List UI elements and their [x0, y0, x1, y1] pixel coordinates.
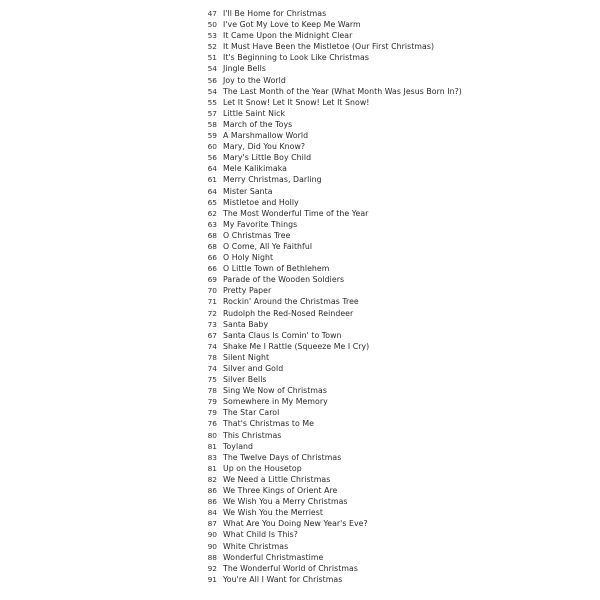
- toc-page-number: 67: [207, 330, 217, 340]
- toc-page-number: 54: [207, 86, 217, 96]
- toc-entry: [190, 407, 520, 418]
- toc-song-title: Wonderful Christmastime: [223, 552, 324, 562]
- toc-page-number: 81: [207, 441, 217, 451]
- toc-song-title: The Most Wonderful Time of the Year: [223, 208, 369, 218]
- toc-entry: [190, 552, 520, 563]
- toc-song-title: The Twelve Days of Christmas: [223, 452, 342, 462]
- toc-song-title: Somewhere in My Memory: [223, 397, 328, 407]
- toc-page-number: 74: [207, 364, 217, 373]
- toc-song-title: Jingle Bells: [223, 64, 266, 74]
- toc-page-number: 62: [207, 208, 217, 218]
- toc-page-number: 76: [207, 419, 217, 429]
- toc-song-title: We Wish You the Merriest: [223, 508, 323, 518]
- toc-entry: [190, 452, 520, 463]
- toc-song-title: What Are You Doing New Year's Eve?: [223, 519, 368, 529]
- toc-song-title: Mister Santa: [223, 186, 273, 196]
- toc-entry: [190, 63, 520, 74]
- toc-song-title: Silver Bells: [223, 375, 267, 385]
- toc-entry: [190, 163, 520, 174]
- toc-page-number: 87: [207, 519, 217, 529]
- toc-page-number: 70: [207, 286, 217, 296]
- toc-page-number: 92: [207, 563, 217, 573]
- toc-entry: [190, 330, 520, 341]
- toc-song-title: You're All I Want for Christmas: [223, 574, 343, 584]
- toc-entry: [190, 86, 520, 97]
- toc-page-number: 58: [207, 119, 217, 129]
- toc-page-number: 56: [207, 153, 217, 163]
- toc-song-title: Santa Baby: [223, 319, 269, 329]
- toc-page-number: 74: [207, 341, 217, 351]
- toc-entry: [190, 141, 520, 152]
- toc-entry: [190, 174, 520, 185]
- toc-song-title: It's Beginning to Look Like Christmas: [223, 53, 369, 63]
- toc-page-number: 84: [207, 508, 217, 518]
- toc-page-number: 51: [207, 53, 217, 63]
- toc-page-number: 55: [207, 97, 217, 107]
- toc-entry: [190, 130, 520, 141]
- toc-page-number: 61: [207, 175, 217, 185]
- toc-song-title: Up on the Housetop: [223, 463, 302, 473]
- toc-entry: [190, 252, 520, 263]
- toc-song-title: Rudolph the Red-Nosed Reindeer: [223, 308, 354, 318]
- toc-song-title: Pretty Paper: [223, 286, 272, 296]
- toc-entry: [190, 541, 520, 552]
- toc-entry: [190, 341, 520, 352]
- toc-page-number: 71: [207, 297, 217, 307]
- toc-entry: [190, 41, 520, 52]
- toc-entry: [190, 319, 520, 330]
- toc-page-number: 53: [207, 31, 217, 41]
- toc-entry: [190, 574, 520, 585]
- toc-page-number: 79: [207, 408, 217, 418]
- toc-entry: [190, 529, 520, 540]
- toc-song-title: Joy to the World: [223, 75, 286, 85]
- toc-song-title: We Need a Little Christmas: [223, 474, 331, 484]
- toc-entry: [190, 152, 520, 163]
- toc-song-title: Mary's Little Boy Child: [223, 153, 312, 163]
- toc-page-number: 86: [207, 486, 217, 496]
- toc-page-number: 52: [207, 42, 217, 52]
- toc-page-number: 68: [207, 230, 217, 240]
- toc-page-number: 68: [207, 241, 217, 251]
- toc-entry: [190, 430, 520, 441]
- toc-entry: [190, 208, 520, 219]
- toc-song-title: Silver and Gold: [223, 364, 284, 373]
- toc-song-title: What Child Is This?: [223, 530, 298, 540]
- toc-page-number: 64: [207, 164, 217, 174]
- toc-entry: [190, 485, 520, 496]
- toc-page-number: 60: [207, 142, 217, 152]
- toc-entry: [190, 30, 520, 41]
- toc-page-number: 75: [207, 375, 217, 385]
- toc-entry: [190, 418, 520, 429]
- toc-page-number: 86: [207, 497, 217, 507]
- toc-entry: [190, 75, 520, 86]
- toc-page-number: 81: [207, 463, 217, 473]
- toc-song-title: It Must Have Been the Mistletoe (Our First Christmas): [223, 42, 435, 52]
- toc-page-number: 82: [207, 474, 217, 484]
- toc-song-title: Let It Snow! Let It Snow! Let It Snow!: [223, 97, 370, 107]
- toc-entry: [190, 8, 520, 19]
- toc-page-number: 90: [207, 541, 217, 551]
- toc-song-title: The Wonderful World of Christmas: [223, 563, 358, 573]
- toc-page-number: 90: [207, 530, 217, 540]
- toc-entry: [190, 285, 520, 296]
- toc-song-title: O Little Town of Bethlehem: [223, 264, 330, 274]
- toc-entry: [190, 52, 520, 63]
- toc-entry: [190, 230, 520, 241]
- toc-entry: [190, 97, 520, 108]
- toc-page-number: 54: [207, 64, 217, 74]
- toc-song-title: That's Christmas to Me: [223, 419, 314, 429]
- toc-entry: [190, 441, 520, 452]
- toc-page-number: 80: [207, 430, 217, 440]
- toc-song-title: O Christmas Tree: [223, 230, 291, 240]
- toc-page-number: 91: [207, 574, 217, 584]
- toc-song-title: Silent Night: [223, 352, 270, 362]
- toc-song-title: March of the Toys: [223, 119, 293, 129]
- toc-page-number: 69: [207, 275, 217, 285]
- toc-page-number: 73: [207, 319, 217, 329]
- toc-entry: [190, 296, 520, 307]
- toc-song-title: Mary, Did You Know?: [223, 142, 306, 152]
- toc-song-title: Shake Me I Rattle (Squeeze Me I Cry): [223, 341, 370, 351]
- toc-song-title: I've Got My Love to Keep Me Warm: [223, 20, 361, 30]
- toc-song-title: I'll Be Home for Christmas: [223, 9, 327, 18]
- toc-entry: [190, 197, 520, 208]
- toc-entry: [190, 463, 520, 474]
- toc-entry: [190, 507, 520, 518]
- toc-song-title: This Christmas: [223, 430, 282, 440]
- toc-page-number: 78: [207, 386, 217, 396]
- toc-page-number: 63: [207, 219, 217, 229]
- toc-song-title: Rockin' Around the Christmas Tree: [223, 297, 359, 307]
- toc-entry: [190, 108, 520, 119]
- toc-page-number: 88: [207, 552, 217, 562]
- toc-song-title: My Favorite Things: [223, 219, 298, 229]
- toc-page-number: 57: [207, 108, 217, 118]
- toc-song-title: Parade of the Wooden Soldiers: [223, 275, 345, 285]
- toc-song-title: O Holy Night: [223, 253, 274, 263]
- toc-page-number: 65: [207, 197, 217, 207]
- toc-page-number: 50: [207, 20, 217, 30]
- toc-page-number: 56: [207, 75, 217, 85]
- toc-song-title: The Last Month of the Year (What Month Was Jesus Born In?): [223, 86, 462, 96]
- toc-page-number: 47: [207, 9, 217, 18]
- toc-entry: [190, 518, 520, 529]
- toc-entry: [190, 186, 520, 197]
- toc-song-title: Mistletoe and Holly: [223, 197, 299, 207]
- toc-song-title: Sing We Now of Christmas: [223, 386, 327, 396]
- toc-entry: [190, 274, 520, 285]
- toc-page-number: 78: [207, 352, 217, 362]
- toc-entry: [190, 385, 520, 396]
- toc-song-title: Mele Kalikimaka: [223, 164, 288, 174]
- toc-song-title: White Christmas: [223, 541, 289, 551]
- toc-entry: [190, 363, 520, 374]
- toc-page-number: 66: [207, 264, 217, 274]
- toc-entry: [190, 119, 520, 130]
- toc-page-number: 79: [207, 397, 217, 407]
- toc-entry: [190, 308, 520, 319]
- toc-page-number: 59: [207, 131, 217, 141]
- toc-song-title: Merry Christmas, Darling: [223, 175, 322, 185]
- toc-song-title: A Marshmallow World: [223, 131, 309, 141]
- toc-song-title: It Came Upon the Midnight Clear: [223, 31, 353, 41]
- toc-song-title: O Come, All Ye Faithful: [223, 241, 313, 251]
- toc-entry: [190, 352, 520, 363]
- toc-song-title: Santa Claus Is Comin' to Town: [223, 330, 342, 340]
- toc-entry: [190, 19, 520, 30]
- toc-entry: [190, 219, 520, 230]
- toc-entry: [190, 241, 520, 252]
- toc-page-number: 66: [207, 253, 217, 263]
- toc-entry: [190, 374, 520, 385]
- toc-entry: [190, 474, 520, 485]
- toc-song-title: We Wish You a Merry Christmas: [223, 497, 348, 507]
- toc-song-title: We Three Kings of Orient Are: [223, 486, 338, 496]
- toc-page-number: 72: [207, 308, 217, 318]
- toc-entry: [190, 396, 520, 407]
- toc-entry: [190, 563, 520, 574]
- table-of-contents: [190, 8, 520, 585]
- toc-page-number: 83: [207, 452, 217, 462]
- toc-song-title: Little Saint Nick: [223, 108, 286, 118]
- toc-entry: [190, 496, 520, 507]
- toc-entry: [190, 263, 520, 274]
- toc-song-title: Toyland: [223, 441, 254, 451]
- toc-page-number: 64: [207, 186, 217, 196]
- toc-song-title: The Star Carol: [223, 408, 280, 418]
